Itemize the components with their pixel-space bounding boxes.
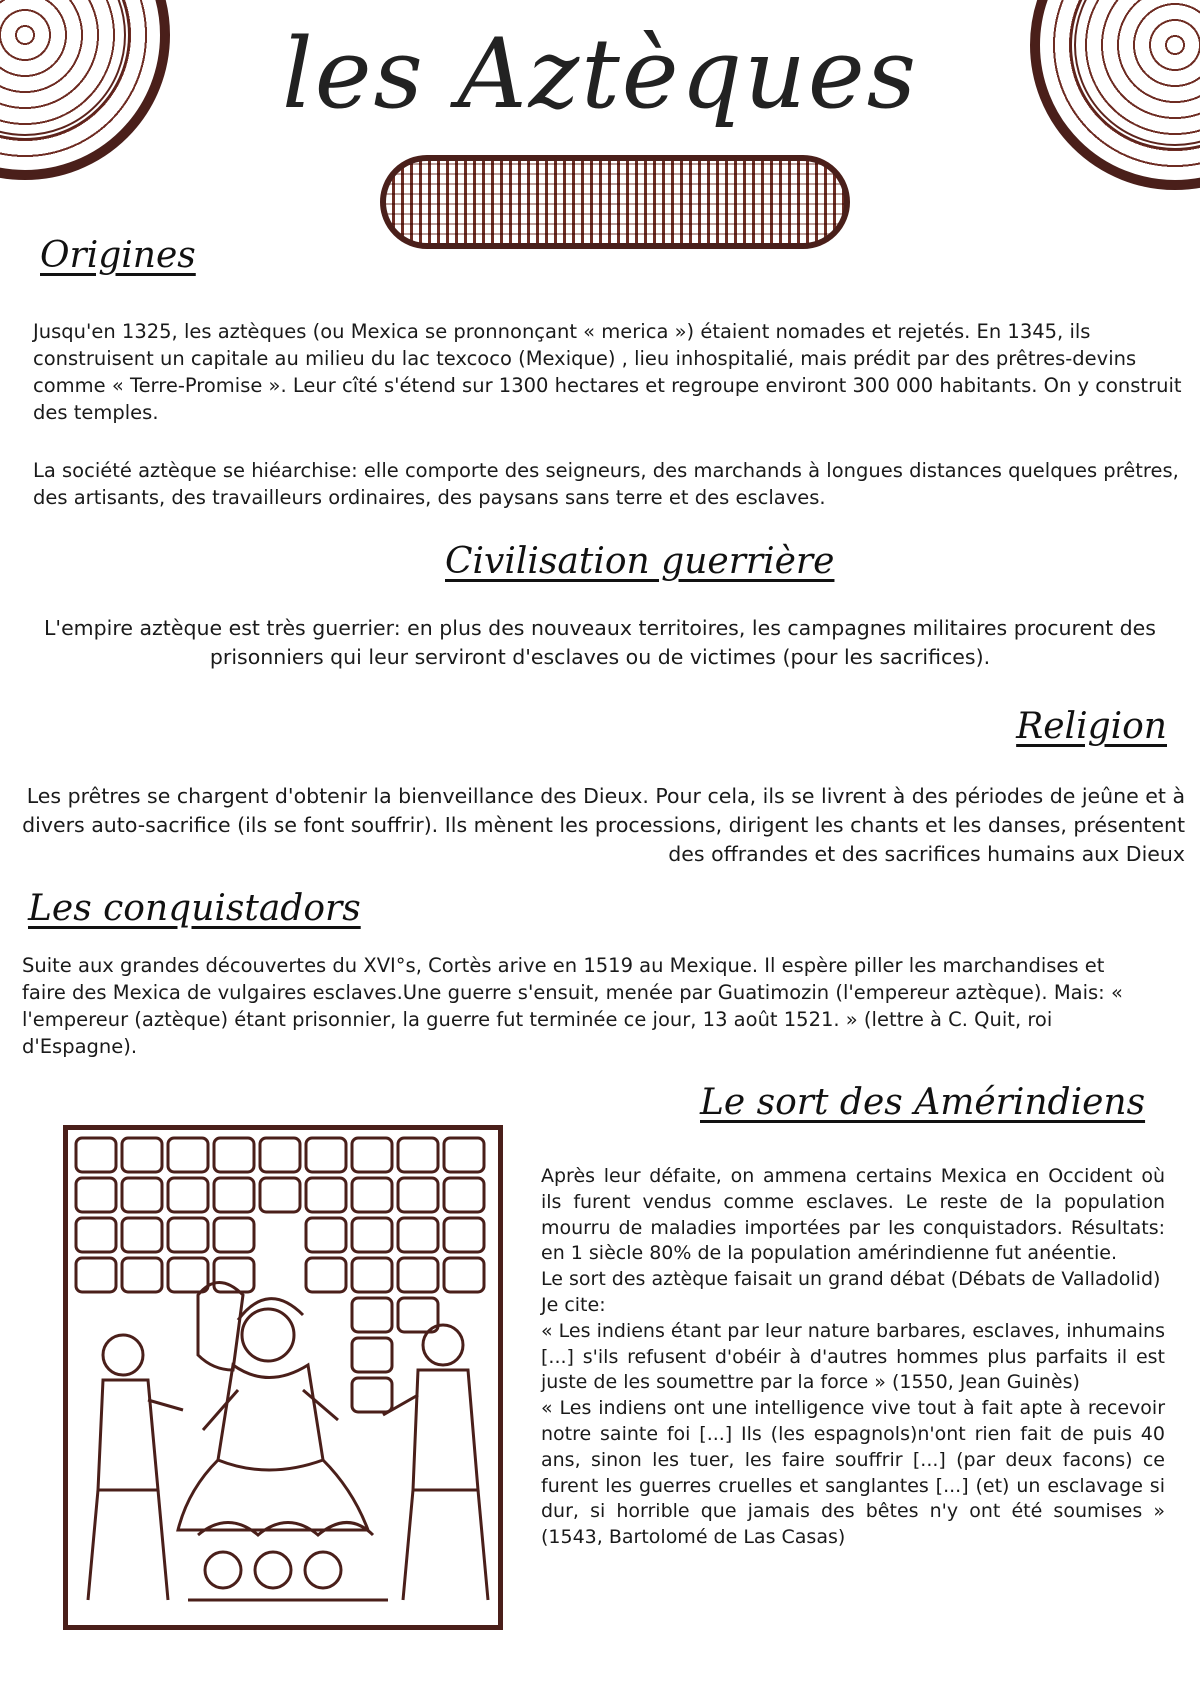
heading-civilisation: Civilisation guerrière	[445, 541, 835, 582]
sort-line-1: Après leur défaite, on ammena certains Mexica en Occident où ils furent vendus comme esclaves. Le reste de la population mourru de maladies importées par les conquistadors. Résultats: en 1 siècle 80% de la population amérindienne fut anéentie.	[541, 1165, 1165, 1265]
maya-relief-illustration	[63, 1125, 503, 1630]
paragraph-origines	[33, 318, 1183, 426]
seated-ruler-figure	[178, 1283, 368, 1531]
paragraph-conquistadors: Suite aux grandes découvertes du XVI°s, Cortès arive en 1519 au Mexique. Il espère piller les marchandises et faire des Mexica de vulgaires esclaves.Une guerre s'ensuit, menée par Guatimozin (l'empereur aztèque). Mais: « l'empereur (aztèque) étant prisonnier, la guerre fut terminée ce jour, 13 août 1521. » (lettre à C. Quit, roi d'Espagne).	[22, 954, 1123, 1058]
paragraph-origines-text: Jusqu'en 1325, les aztèques (ou Mexica se pronnonçant « merica ») étaient nomades et rejetés. En 1345, ils construisent un capitale au milieu du lac texcoco (Mexique) , lieu inhospitalié, mais prédit par des prêtres-devins comme « Terre-Promise ». Leur cîté s'étend sur 1300 hectares et regroupe environt 300 000 habitants. On y construit des temples.	[33, 320, 1182, 424]
attendant-figure-right	[383, 1325, 488, 1600]
sort-line-3: Je cite:	[541, 1293, 606, 1316]
heading-conquistadors: Les conquistadors	[28, 888, 361, 929]
base-figures	[188, 1523, 388, 1601]
ornamental-banner	[380, 155, 850, 249]
paragraph-sort-amerindiens	[541, 1164, 1165, 1551]
heading-origines: Origines	[40, 235, 196, 276]
paragraph-civilisation: L'empire aztèque est très guerrier: en plus des nouveaux territoires, les campagnes militaires procurent des prisonniers qui leur serviront d'esclaves ou de victimes (pour les sacrifices).	[44, 616, 1156, 669]
sort-quote-1: « Les indiens étant par leur nature barbares, esclaves, inhumains [...] s'ils refusent d'obéir à d'autres hommes plus parfaits il est juste de les soumettre par la force » (1550, Jean Guinès)	[541, 1319, 1165, 1394]
paragraph-religion: Les prêtres se chargent d'obtenir la bienveillance des Dieux. Pour cela, ils se livrent à des périodes de jeûne et à divers auto-sacrifice (ils se font souffrir). Ils mènent les processions, dirigent les chants et les danses, présentent des offrandes et des sacrifices humains aux Dieux	[22, 784, 1185, 866]
heading-religion: Religion	[1016, 706, 1167, 747]
page-title: les Aztèques	[282, 18, 918, 130]
attendant-figure-left	[88, 1335, 183, 1600]
relief-drawing	[68, 1130, 498, 1625]
heading-sort-amerindiens: Le sort des Amérindiens	[700, 1082, 1146, 1123]
sort-line-2: Le sort des aztèque faisait un grand débat (Débats de Valladolid)	[541, 1268, 1161, 1291]
paragraph-societe	[33, 457, 1183, 511]
sort-quote-2: « Les indiens ont une intelligence vive tout à fait apte à recevoir notre sainte foi [...] Ils (les espagnols)n'ont rien fait de puis 40 ans, sinon les tuer, les faire souffrir [...] (par deux facons) ce furent les guerres cruelles et sanglantes [...] (et) un esclavage si dur, si horrible que jamais des bêtes n'y ont été soumises » (1543, Bartolomé de Las Casas)	[541, 1397, 1165, 1549]
paragraph-societe-text: La société aztèque se hiéarchise: elle comporte des seigneurs, des marchands à longues distances quelques prêtres, des artisants, des travailleurs ordinaires, des paysans sans terre et des esclaves.	[33, 459, 1179, 509]
